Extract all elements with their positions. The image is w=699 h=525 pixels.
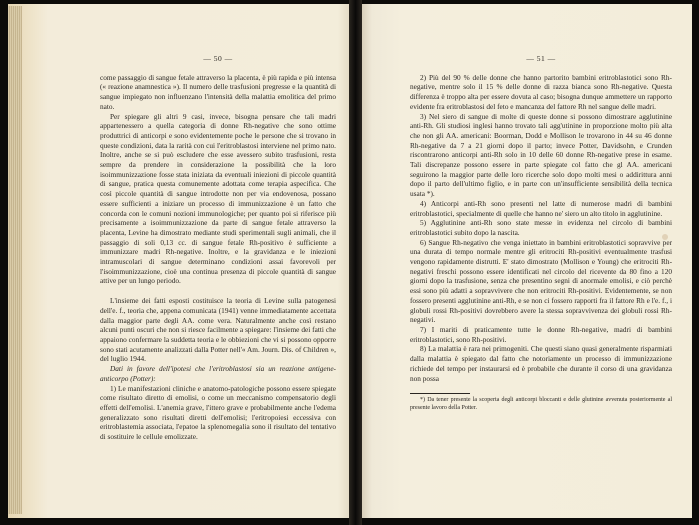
page-number: — 51 — <box>526 54 556 63</box>
section-heading: Dati in favore dell'ipotesi che l'eritroblastosi sia un reazione antigene-anticorpo (Potter): <box>100 364 336 383</box>
paragraph: 5) Agglutinine anti-Rh sono state messe in evidenza nel circolo di bambini eritroblastotici subito dopo la nascita. <box>410 218 672 237</box>
paragraph: 2) Più del 90 % delle donne che hanno partorito bambini eritroblastotici sono Rh-negative, mentre solo il 15 % delle donne di razza bianca sono Rh-negative. Questa differenza è troppo alta per essere dovuta al caso; bisogna dunque ammettere un rapporto evidente fra eritroblastosi del feto e mancanza del fattore Rh nel sangue delle madri. <box>410 72 672 111</box>
paragraph: L'insieme dei fatti esposti costituisce la teoria di Levine sulla patogenesi dell'e. f., teoria che, appena comunicata (1941) venne immediatamente accettata dalla maggior parte degli AA. come vera. Naturalmente anche così restano alcuni punti oscuri che non si riesce facilmente a spiegare: l'insieme dei fatti che appaiono confermare la suddetta teoria e le obbiezioni che vi si possono opporre sono stati acutamente analizzati dalla Potter nell'« Am. Journ. Dis. of Children », del luglio 1944. <box>100 296 336 364</box>
paragraph: 3) Nel siero di sangue di molte di queste donne si possono dimostrare agglutinine anti-Rh. Gli studiosi inglesi hanno trovato tali agg'utinine in proporzione molto più alta che non gli AA. americani: Boorman, Dodd e Mollison le trovarono in 44 su 46 donne Rh-negative da 7 a 21 giorni dopo il parto; invece Potter, Davidsohn, e Crunden riscontrarono anticorpi anti-Rh solo in 10 delle 60 donne Rh-negative prese in esame. Tali discrepanze possono essere in parte spiegate col fatto che gl AA. americani seguirono la maggior parte delle loro ricerche solo dopo molti mesi o addirittura anni dopo il parto dell'ultimo figlio, e in parte con un'insufficiente sensibilità della tecnica usata *). <box>410 111 672 199</box>
footnote: *) Da tener presente la scoperta degli anticorpi bloccanti e delle glutinine avvenuta posteriormente al presente lavoro della Potter. <box>410 397 672 411</box>
right-page <box>362 4 692 518</box>
paragraph: Per spiegare gli altri 9 casi, invece, bisogna pensare che tali madri appartenessero a quella categoria di donne Rh-negative che sono ottime produttrici di anticorpi e sono evidentemente poche le persone che si trovano in queste condizioni, data la rarità con cui l'eritroblastosi interviene nel primo nato. Inoltre, anche se si può escludere che esse avessero subito trasfusioni, resta sempre da prendere in considerazione la possibilità che la loro isoimmunizzazione fosse stata iniziata da eventuali iniezioni di piccole quantità di sangue, pratica questa comunemente adottata come terapia aspecifica. Che così piccole quantità di sangue introdotte non per via endovenosa, possano essere sufficienti a iniziare un processo di immunizzazione è un fatto che concorda con le comuni nozioni immunologiche; per quanto poi si riferisce più precisamente a isoimmunizzazione da parte di sangue fetale attraverso la placenta, Levine ha dimostrato mediante studi sperimentali sugli animali, che il passaggio di soli 0,13 cc. di sangue fetale Rh-positivo è sufficiente a immunizzare madri Rh-negative. Inoltre, e la gravidanza e le iniezioni intramuscolari di sangue determinano condizioni assai favorevoli per l'isoimmunizzazione, cioè una continua presenza di piccole quantità di sangue attive per un lungo periodo. <box>100 111 336 286</box>
footnote-rule <box>410 393 470 394</box>
paragraph: 1) Le manifestazioni cliniche e anatomo-patologiche possono essere spiegate come risultato diretto di emolisi, o come un meccanismo compensatorio degli effetti dell'emolisi. L'anemia grave, l'ittero grave e probabilmente anche l'edema generalizzato sono risultati diretti dell'emolisi; l'eritropoiesi eccessiva con eritroblastemia associata, l'epatoe la splenomegalia sono il risultato del tentativo di sostituire le cellule emolizzate. <box>100 383 336 442</box>
page-edges <box>8 6 22 514</box>
page-number: — 50 — <box>203 54 233 63</box>
paragraph: 8) La malattia è rara nei primogeniti. Che questi siano quasi generalmente risparmiati dalla malattia è spiegato dal fatto che notoriamente un processo di immunizzazione richiede del tempo per instaurarsi ed è probabile che durante il corso di una gravidanza non possa <box>410 344 672 383</box>
paragraph: 6) Sangue Rh-negativo che venga iniettato in bambini eritroblastotici sopravvive per una durata di tempo normale mentre gli eritrociti Rh-positivi eventualmente trasfusi vengono rapidamente distrutti. E' stato dimostrato (Mollison e Young) che eritrociti Rh-negativi freschi possono essere identificati nel circolo del ricevente da 80 fino a 120 giorni dopo la trasfusione, senza che presentino segni di anormale emolisi, e ciò perchè essi sono più adatti a sopravvivere che non eritrociti Rh-positivi. Evidentemente, se non fossero presenti agglutinine anti-Rh, e se non ci fossero rapporti fra il fattore Rh e l'e. f., i globuli rossi Rh-positivi dovrebbero avere la stessa sopravvivenza dei globuli rossi Rh-negativi. <box>410 237 672 325</box>
left-page-text <box>100 54 336 442</box>
right-page-text <box>410 54 672 412</box>
paragraph: 7) I mariti di praticamente tutte le donne Rh-negative, madri di bambini eritroblastotici, sono Rh-positivi. <box>410 324 672 344</box>
paragraph: 4) Anticorpi anti-Rh sono presenti nel latte di numerose madri di bambini eritroblastotici, specialmente di quelle che hanno ne' siero un alto titolo in agglutinine. <box>410 198 672 218</box>
paragraph: come passaggio di sangue fetale attraverso la placenta, è più rapida e più intensa (« reazione anamnestica »). Il numero delle trasfusioni pregresse e la quantità di sangue impiegato non influenzano l'intensità della malattia emolitica del primo nato. <box>100 72 336 111</box>
book-gutter <box>349 0 362 525</box>
left-page <box>8 4 349 518</box>
